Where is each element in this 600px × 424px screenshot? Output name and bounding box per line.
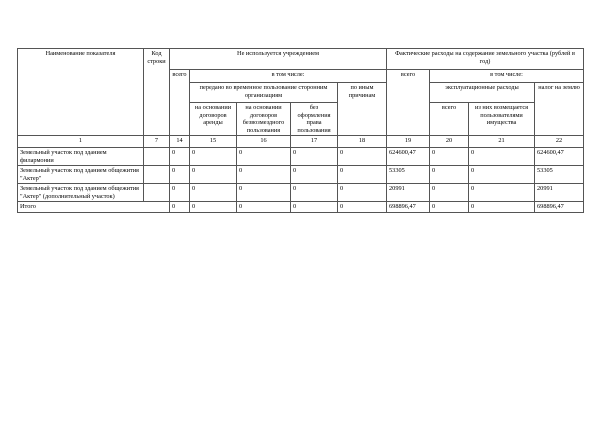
row-name: Земельный участок под зданием общежития "Актер" [18,166,144,184]
total-label: Итого [18,202,170,213]
cell-value: 0 [291,166,338,184]
column-number: 20 [430,136,469,148]
cell-value: 0 [237,166,291,184]
cell-value: 0 [430,202,469,213]
header-land-tax: налог на землю [535,83,584,136]
column-number: 16 [237,136,291,148]
row-name: Земельный участок под зданием общежития "Актер" (дополнительный участок) [18,184,144,202]
header-including-a: в том числе: [190,70,387,83]
column-number: 18 [338,136,387,148]
land-expenses-table [17,48,584,213]
column-number: 14 [170,136,190,148]
header-other-reasons: по иным причинам [338,83,387,136]
header-actual-expenses: Фактические расходы на содержание земельного участка (рублей в год) [387,49,584,70]
table-row [18,148,584,166]
cell-value: 698896,47 [387,202,430,213]
cell-value: 0 [237,148,291,166]
header-operational-total: всего [430,103,469,136]
cell-value: 0 [338,148,387,166]
header-total-not-used: всего [170,70,190,136]
cell-value: 0 [430,184,469,202]
cell-value: 0 [469,166,535,184]
column-number: 17 [291,136,338,148]
cell-value: 0 [190,184,237,202]
header-row-code: Код строки [144,49,170,136]
cell-value: 0 [190,166,237,184]
cell-value: 624600,47 [535,148,584,166]
cell-value: 0 [338,184,387,202]
cell-value: 0 [291,184,338,202]
cell-value: 0 [469,184,535,202]
cell-value: 20991 [535,184,584,202]
cell-value: 0 [430,148,469,166]
cell-value: 0 [170,166,190,184]
cell-value: 0 [170,148,190,166]
cell-value: 0 [291,148,338,166]
header-including-b: в том числе: [430,70,584,83]
table-row [18,184,584,202]
cell-value: 0 [338,166,387,184]
table-row [18,166,584,184]
cell-value: 0 [469,202,535,213]
cell-value: 20991 [387,184,430,202]
cell-value: 0 [170,184,190,202]
column-number: 7 [144,136,170,148]
row-code [144,148,170,166]
cell-value: 624600,47 [387,148,430,166]
row-code [144,184,170,202]
column-number: 1 [18,136,144,148]
header-operational: эксплуатационные расходы [430,83,535,103]
header-free-use: на основании договоров безвозмездного пользования [237,103,291,136]
header-total-expenses: всего [387,70,430,136]
cell-value: 0 [430,166,469,184]
column-number: 22 [535,136,584,148]
cell-value: 698896,47 [535,202,584,213]
header-reimbursed: из них возмещается пользователями имущества [469,103,535,136]
cell-value: 53305 [535,166,584,184]
column-number: 21 [469,136,535,148]
column-number: 15 [190,136,237,148]
cell-value: 0 [170,202,190,213]
header-not-used: Не используется учреждением [170,49,387,70]
cell-value: 0 [190,202,237,213]
header-no-registration: без оформления права пользования [291,103,338,136]
column-number: 19 [387,136,430,148]
row-code [144,166,170,184]
total-row [18,202,584,213]
cell-value: 0 [291,202,338,213]
cell-value: 0 [190,148,237,166]
cell-value: 0 [237,202,291,213]
cell-value: 0 [338,202,387,213]
header-lease: на основании договоров аренды [190,103,237,136]
header-indicator-name: Наименование показателя [18,49,144,136]
cell-value: 0 [469,148,535,166]
cell-value: 0 [237,184,291,202]
row-name: Земельный участок под зданием филармонии [18,148,144,166]
header-transferred: передано во временное пользование сторонним организациям [190,83,338,103]
cell-value: 53305 [387,166,430,184]
